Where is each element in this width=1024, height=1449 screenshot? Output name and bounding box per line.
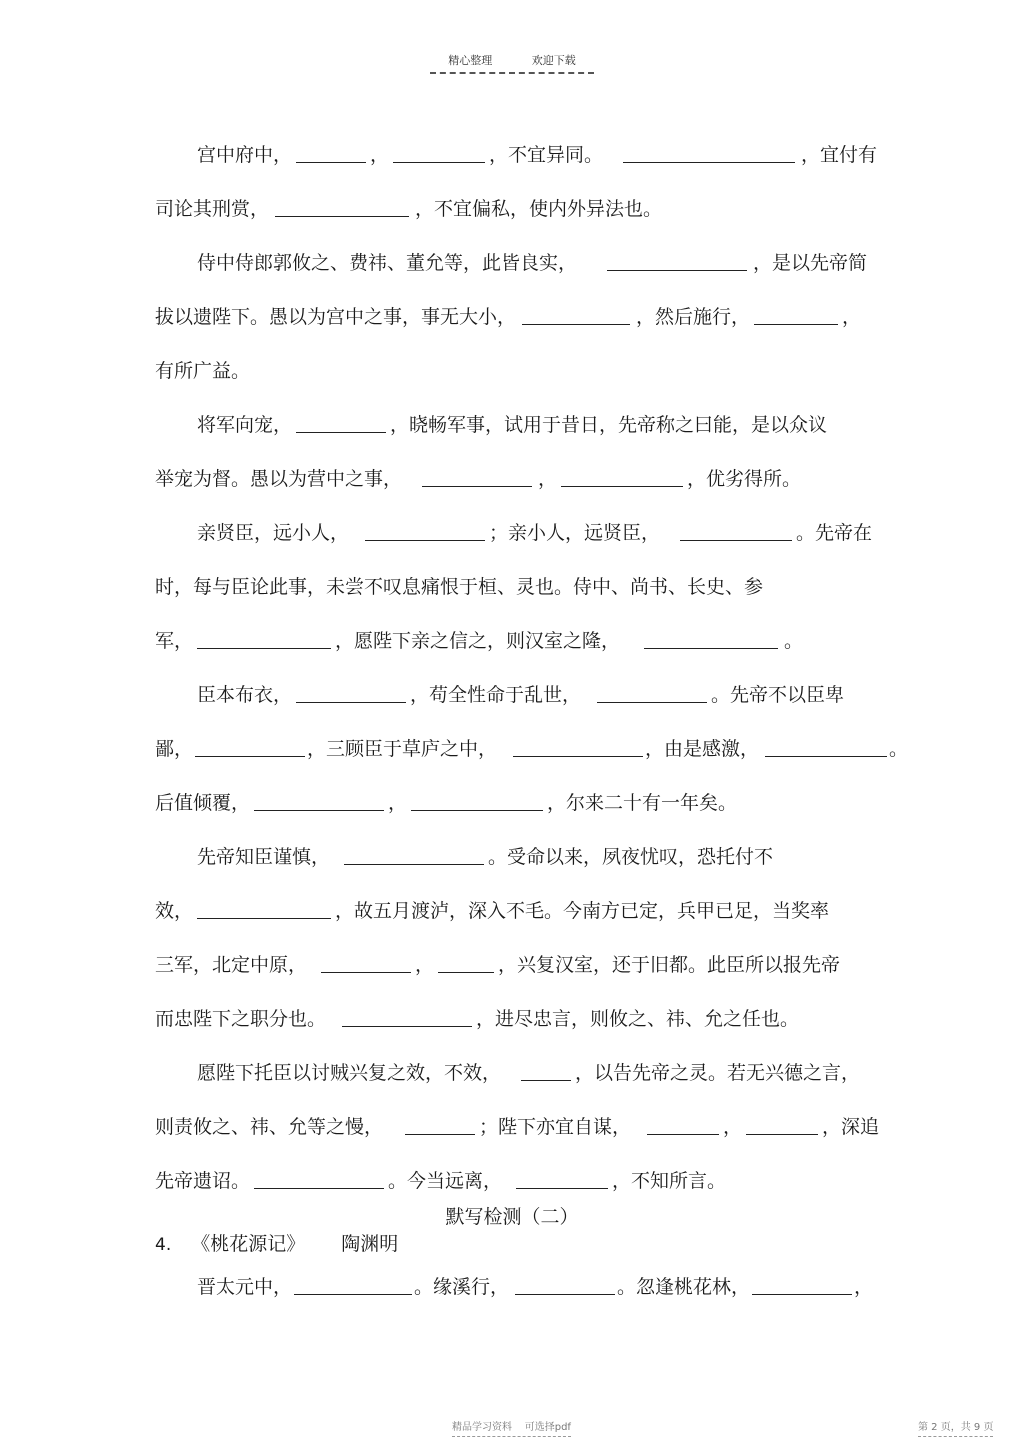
footer-text: 精品学习资料 xyxy=(452,1422,512,1433)
line-text: 鄙， xyxy=(155,738,194,760)
line-8 xyxy=(197,521,872,545)
line-text: 则责攸之、祎、允等之慢， xyxy=(155,1116,384,1138)
line-text: 后值倾覆， xyxy=(155,792,251,814)
blank[interactable] xyxy=(365,522,485,541)
line-text: 先帝知臣谨慎， xyxy=(197,846,331,868)
blank[interactable] xyxy=(195,738,305,757)
line-text: 。 xyxy=(784,630,804,652)
page-number: 第 2 页，共 9 页 xyxy=(918,1422,993,1437)
line-text: ， xyxy=(842,306,862,328)
blank[interactable] xyxy=(647,1116,719,1135)
line-text: 宫中府中， xyxy=(197,144,293,166)
line-text: ，进尽忠言，则攸之、祎、允之任也。 xyxy=(476,1008,800,1030)
blank[interactable] xyxy=(342,1008,472,1027)
blank[interactable] xyxy=(296,414,386,433)
line-text: ；陛下亦宜自谋， xyxy=(479,1116,632,1138)
line-10 xyxy=(155,629,803,653)
line-text: ， xyxy=(854,1276,874,1298)
line-text: 。受命以来，夙夜忧叹，恐托付不 xyxy=(488,846,774,868)
blank[interactable] xyxy=(522,306,630,325)
question-heading xyxy=(155,1232,398,1257)
line-text: 。先帝不以臣卑 xyxy=(711,684,845,706)
line-text: ， xyxy=(370,144,390,166)
line-text: ，宜付有 xyxy=(801,144,878,166)
line-text: 三军，北定中原， xyxy=(155,954,308,976)
line-9 xyxy=(155,575,763,599)
line-15 xyxy=(155,899,829,923)
line-1 xyxy=(197,143,877,167)
line-text: ， xyxy=(415,954,435,976)
line-17 xyxy=(155,1007,799,1031)
blank[interactable] xyxy=(197,630,331,649)
line-4 xyxy=(155,305,861,329)
footer-text: 可选择pdf xyxy=(524,1422,571,1433)
blank[interactable] xyxy=(411,792,543,811)
line-text: ，愿陛下亲之信之，则汉室之隆， xyxy=(335,630,621,652)
blank[interactable] xyxy=(294,1276,412,1295)
line-text: ， xyxy=(388,792,408,814)
line-text: ，优劣得所。 xyxy=(687,468,802,490)
footer-right xyxy=(918,1418,993,1433)
line-text: ，尔来二十有一年矣。 xyxy=(547,792,738,814)
blank[interactable] xyxy=(513,738,643,757)
blank[interactable] xyxy=(607,252,747,271)
blank[interactable] xyxy=(344,846,484,865)
line-text: ，不知所言。 xyxy=(612,1170,727,1192)
blank[interactable] xyxy=(275,198,409,217)
line-12 xyxy=(155,737,908,761)
blank[interactable] xyxy=(321,954,411,973)
question-number: 4. xyxy=(155,1235,172,1255)
line-text: 而忠陛下之职分也。 xyxy=(155,1008,327,1030)
header-left: 精心整理 xyxy=(448,54,493,67)
line-text: 将军向宠， xyxy=(197,414,293,436)
line-text: 举宠为督。愚以为营中之事， xyxy=(155,468,403,490)
line-11 xyxy=(197,683,844,707)
line-text: ，故五月渡泸，深入不毛。今南方已定，兵甲已足，当奖率 xyxy=(335,900,830,922)
line-20 xyxy=(155,1169,726,1193)
blank[interactable] xyxy=(515,1276,615,1295)
line-text: 晋太元中， xyxy=(197,1276,293,1298)
line-6 xyxy=(197,413,827,437)
line-text: ，不宜异同。 xyxy=(489,144,604,166)
line-text: ；亲小人，远贤臣， xyxy=(489,522,661,544)
line-13 xyxy=(155,791,737,815)
blank[interactable] xyxy=(516,1170,608,1189)
line-text: 侍中侍郎郭攸之、费祎、董允等，此皆良实， xyxy=(197,252,578,274)
line-text: 时，每与臣论此事，未尝不叹息痛恨于桓、灵也。侍中、尚书、长史、参 xyxy=(155,576,764,598)
blank[interactable] xyxy=(680,522,792,541)
line-text: 司论其刑赏， xyxy=(155,198,270,220)
blank[interactable] xyxy=(752,1276,852,1295)
line-text: ，苟全性命于乱世， xyxy=(410,684,582,706)
blank[interactable] xyxy=(254,792,384,811)
line-text: ，深追 xyxy=(822,1116,880,1138)
blank[interactable] xyxy=(521,1062,571,1081)
line-text: 。今当远离， xyxy=(388,1170,503,1192)
line-text: 。 xyxy=(889,738,909,760)
blank[interactable] xyxy=(597,684,707,703)
blank[interactable] xyxy=(197,900,331,919)
blank[interactable] xyxy=(296,684,406,703)
line-5 xyxy=(155,359,250,383)
line-text: ，由是感激， xyxy=(645,738,760,760)
line-19 xyxy=(155,1115,879,1139)
line-text: ，然后施行， xyxy=(636,306,751,328)
blank[interactable] xyxy=(623,144,795,163)
section-title: 默写检测（二） xyxy=(445,1206,579,1228)
line-text: 效， xyxy=(155,900,194,922)
line-18 xyxy=(197,1061,860,1085)
line-16 xyxy=(155,953,840,977)
blank[interactable] xyxy=(422,468,532,487)
line-text: ，兴复汉室，还于旧都。此臣所以报先帝 xyxy=(498,954,841,976)
line-text: 。缘溪行， xyxy=(414,1276,510,1298)
line-text: 臣本布衣， xyxy=(197,684,293,706)
line-7 xyxy=(155,467,801,491)
line-text: 军， xyxy=(155,630,194,652)
blank[interactable] xyxy=(561,468,683,487)
blank[interactable] xyxy=(644,630,778,649)
line-text: ，不宜偏私，使内外异法也。 xyxy=(415,198,663,220)
blank[interactable] xyxy=(296,144,366,163)
line-text: 。先帝在 xyxy=(796,522,873,544)
line-text: 先帝遗诏。 xyxy=(155,1170,251,1192)
blank[interactable] xyxy=(765,738,887,757)
blank[interactable] xyxy=(254,1170,384,1189)
line-text: 拔以遗陛下。愚以为宫中之事，事无大小， xyxy=(155,306,517,328)
page-header xyxy=(0,52,1024,74)
line-text: ，三顾臣于草庐之中， xyxy=(307,738,498,760)
line-text: ，是以先帝简 xyxy=(753,252,868,274)
question-author: 陶渊明 xyxy=(341,1233,399,1255)
blank[interactable] xyxy=(746,1116,818,1135)
blank[interactable] xyxy=(438,954,494,973)
line-text: 。忽逢桃花林， xyxy=(617,1276,751,1298)
blank[interactable] xyxy=(393,144,485,163)
question-title: 《桃花源记》 xyxy=(191,1233,306,1255)
line-text: 亲贤臣，远小人， xyxy=(197,522,350,544)
line-text: ，以告先帝之灵。若无兴德之言， xyxy=(575,1062,861,1084)
line-text: 有所广益。 xyxy=(155,360,251,382)
line-text: 愿陛下托臣以讨贼兴复之效，不效， xyxy=(197,1062,502,1084)
blank[interactable] xyxy=(405,1116,475,1135)
line-3 xyxy=(197,251,867,275)
line-text: ， xyxy=(538,468,558,490)
line-21 xyxy=(197,1275,873,1299)
line-text: ，晓畅军事，试用于昔日，先帝称之曰能，是以众议 xyxy=(390,414,828,436)
line-text: ， xyxy=(723,1116,743,1138)
blank[interactable] xyxy=(754,306,838,325)
header-right: 欢迎下载 xyxy=(531,54,576,67)
line-14 xyxy=(197,845,773,869)
footer-left xyxy=(452,1418,571,1433)
line-2 xyxy=(155,197,662,221)
